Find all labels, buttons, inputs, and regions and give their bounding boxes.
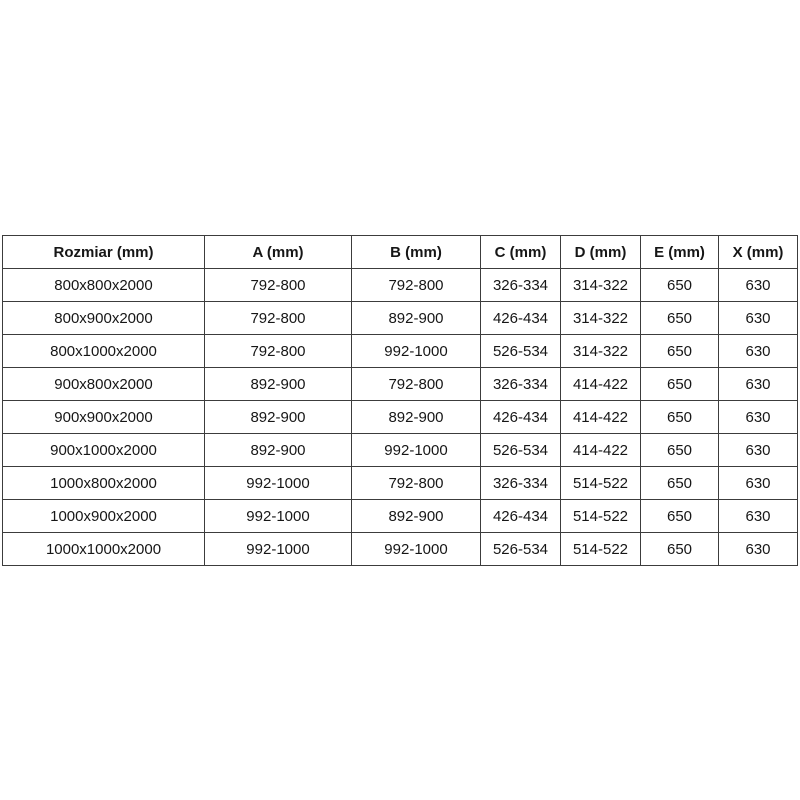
table-cell: 414-422: [561, 368, 641, 401]
table-cell: 426-434: [481, 500, 561, 533]
column-header-e: E (mm): [641, 236, 719, 269]
table-cell: 650: [641, 269, 719, 302]
table-cell: 892-900: [205, 368, 352, 401]
table-row: [3, 269, 798, 302]
table-cell: 792-800: [205, 335, 352, 368]
table-cell: 992-1000: [205, 533, 352, 566]
table-cell: 892-900: [352, 401, 481, 434]
table-cell: 514-522: [561, 500, 641, 533]
table-cell: 526-534: [481, 335, 561, 368]
table-cell: 630: [719, 302, 798, 335]
table-cell: 992-1000: [205, 467, 352, 500]
table-row: [3, 467, 798, 500]
table-row: [3, 335, 798, 368]
column-header-c: C (mm): [481, 236, 561, 269]
table-cell: 800x900x2000: [3, 302, 205, 335]
table-cell: 630: [719, 500, 798, 533]
table-cell: 992-1000: [352, 533, 481, 566]
table-cell: 1000x900x2000: [3, 500, 205, 533]
table-cell: 892-900: [352, 500, 481, 533]
table-cell: 1000x1000x2000: [3, 533, 205, 566]
table-cell: 900x800x2000: [3, 368, 205, 401]
table-cell: 792-800: [205, 302, 352, 335]
table-cell: 630: [719, 533, 798, 566]
table-cell: 314-322: [561, 302, 641, 335]
table-cell: 514-522: [561, 467, 641, 500]
table-cell: 630: [719, 401, 798, 434]
table-cell: 414-422: [561, 401, 641, 434]
table-row: [3, 302, 798, 335]
column-header-b: B (mm): [352, 236, 481, 269]
table-cell: 800x1000x2000: [3, 335, 205, 368]
header-row: [3, 236, 798, 269]
column-header-rozmiar: Rozmiar (mm): [3, 236, 205, 269]
table-cell: 526-534: [481, 533, 561, 566]
table-cell: 650: [641, 368, 719, 401]
table-cell: 992-1000: [205, 500, 352, 533]
table-cell: 526-534: [481, 434, 561, 467]
table-row: [3, 500, 798, 533]
column-header-x: X (mm): [719, 236, 798, 269]
table-cell: 800x800x2000: [3, 269, 205, 302]
table-cell: 992-1000: [352, 434, 481, 467]
table-cell: 426-434: [481, 401, 561, 434]
table-cell: 650: [641, 335, 719, 368]
table-row: [3, 401, 798, 434]
dimensions-table: [2, 235, 798, 566]
table-cell: 514-522: [561, 533, 641, 566]
table-cell: 314-322: [561, 335, 641, 368]
table-cell: 650: [641, 467, 719, 500]
table-cell: 792-800: [352, 269, 481, 302]
table-cell: 792-800: [352, 467, 481, 500]
table-cell: 326-334: [481, 368, 561, 401]
column-header-a: A (mm): [205, 236, 352, 269]
table-row: [3, 368, 798, 401]
table-cell: 900x900x2000: [3, 401, 205, 434]
table-cell: 1000x800x2000: [3, 467, 205, 500]
table-cell: 992-1000: [352, 335, 481, 368]
table-cell: 630: [719, 269, 798, 302]
table-cell: 630: [719, 335, 798, 368]
table-cell: 326-334: [481, 467, 561, 500]
table-cell: 792-800: [352, 368, 481, 401]
table-cell: 650: [641, 401, 719, 434]
table-cell: 892-900: [352, 302, 481, 335]
table-row: [3, 533, 798, 566]
table-cell: 892-900: [205, 434, 352, 467]
table-cell: 630: [719, 368, 798, 401]
table-cell: 630: [719, 434, 798, 467]
table-cell: 650: [641, 434, 719, 467]
table-cell: 630: [719, 467, 798, 500]
table-row: [3, 434, 798, 467]
column-header-d: D (mm): [561, 236, 641, 269]
table-cell: 314-322: [561, 269, 641, 302]
table-cell: 900x1000x2000: [3, 434, 205, 467]
table-cell: 892-900: [205, 401, 352, 434]
table-cell: 426-434: [481, 302, 561, 335]
table-cell: 792-800: [205, 269, 352, 302]
table-cell: 650: [641, 533, 719, 566]
table-cell: 326-334: [481, 269, 561, 302]
table-cell: 650: [641, 302, 719, 335]
table-cell: 414-422: [561, 434, 641, 467]
table-cell: 650: [641, 500, 719, 533]
